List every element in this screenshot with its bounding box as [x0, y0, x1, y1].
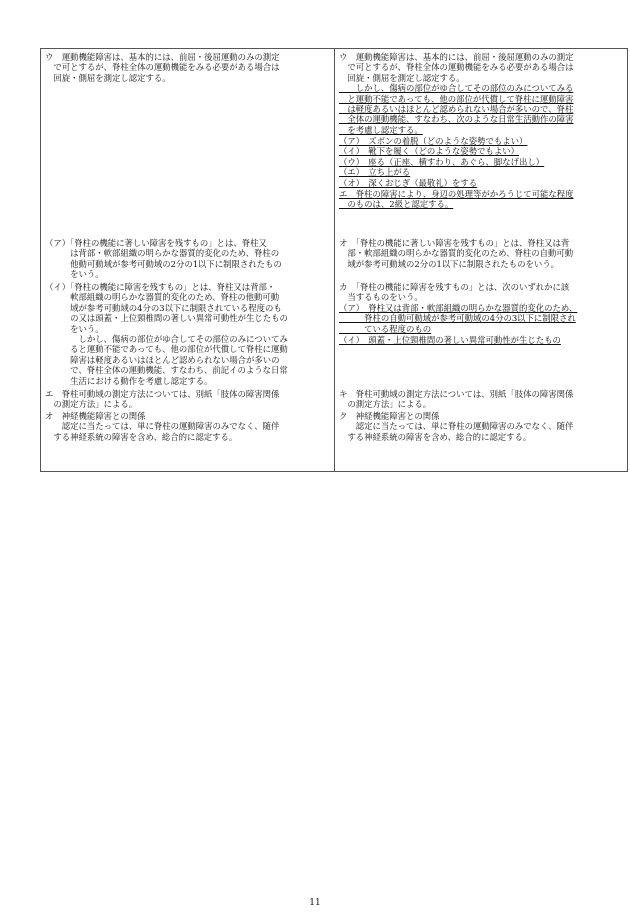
- right-para-ki: キ 脊柱可動域の測定方法については、別紙「肢体の障害関係 の測定方法」による。: [339, 389, 574, 410]
- right-para-o: オ 「脊柱の機能に著しい障害を残すもの」とは、脊柱又は背 部・軟部組織の明らかな器質的変化のため、脊柱の自動可動 域が参考可動域の2分の1以下に制限されたものをいう。: [339, 238, 574, 269]
- right-para-ka-i: （イ） 頭蓋・上位頸椎間の著しい異常可動性が生じたもの: [339, 335, 561, 345]
- left-para-a: （ア）「脊柱の機能に著しい障害を残すもの」とは、脊柱又 は背部・軟部組織の明らかな器質的変化のため、脊柱の 他動可動域が参考可動域の2分の1以下に制限されたもの をいう。: [45, 238, 282, 280]
- right-para-ka: カ 「脊柱の機能に障害を残すもの」とは、次のいずれかに該 当するものをいう。: [339, 282, 570, 303]
- right-para-ku: ク 神経機能障害との関係 認定に当たっては、単に脊柱の運動障害のみでなく、随伴 する神経系統の障害を含め、総合的に認定する。: [339, 411, 574, 442]
- right-para-ka-a: （ア） 脊柱又は背部・軟部組織の明らかな器質的変化のため、 脊柱の自動可動域が参考可動域の4分の3以下に制限され ている程度のもの: [339, 303, 578, 334]
- left-para-e: エ 脊柱可動域の測定方法については、別紙「肢体の障害関係 の測定方法」による。: [45, 389, 280, 410]
- left-para-i: （イ）「脊柱の機能に障害を残すもの」とは、脊柱又は背部・ 軟部組織の明らかな器質的変化のため、脊柱の他動可動 域が参考可動域の4分の3以下に制限されている程度のも の又は頭蓋・上位頸椎間の著しい異常可動性が生じたもの をいう。 しかし、傷病の部位がゆ合してその部位のみについてみ ると運動不能であっても、他の部位が代償して脊柱に運動 障害は軽度あるいはほとんど認められない場合が多いの で、脊柱全体の運動機能、すなわち、前記イのような日常 生活における動作を考慮し認定する。: [45, 282, 288, 386]
- right-activities-list: （ア） ズボンの着脱（どのような姿勢でもよい） （イ） 靴下を履く（どのような姿勢でもよい） （ウ） 座る（正座、横すわり、あぐら、脚なげ出し） （エ） 立ち上がる （オ） 深くおじぎ（最敬礼）をする: [339, 136, 545, 188]
- left-column: [41, 49, 334, 471]
- comparison-table: [40, 48, 628, 472]
- page-number: 11: [309, 898, 321, 908]
- left-para-o: オ 神経機能障害との関係 認定に当たっては、単に脊柱の運動障害のみでなく、随伴 する神経系統の障害を含め、総合的に認定する。: [45, 411, 280, 442]
- right-para-e: エ 脊柱の障害により、身辺の処理等がかろうじて可能な程度 のものは、2級と認定する。: [339, 189, 574, 210]
- right-column: [334, 49, 627, 471]
- left-para-u: ウ 運動機能障害は、基本的には、前屈・後屈運動のみの測定 で可とするが、脊柱全体の運動機能をみる必要がある場合は 回旋・側屈を測定し認定する。: [45, 52, 280, 83]
- right-para-u: ウ 運動機能障害は、基本的には、前屈・後屈運動のみの測定 で可とするが、脊柱全体の運動機能をみる必要がある場合は 回旋・側屈を測定し認定する。 しかし、傷病の部位がゆ合してその部位のみについてみる と運動不能であっても、他の部位が代償して脊柱に運動障害 は軽度あるいはほとんど認められない場合が多いので、脊柱 全体の運動機能、すなわち、次のような日常生活動作の障害 を考慮し認定する。: [339, 52, 574, 135]
